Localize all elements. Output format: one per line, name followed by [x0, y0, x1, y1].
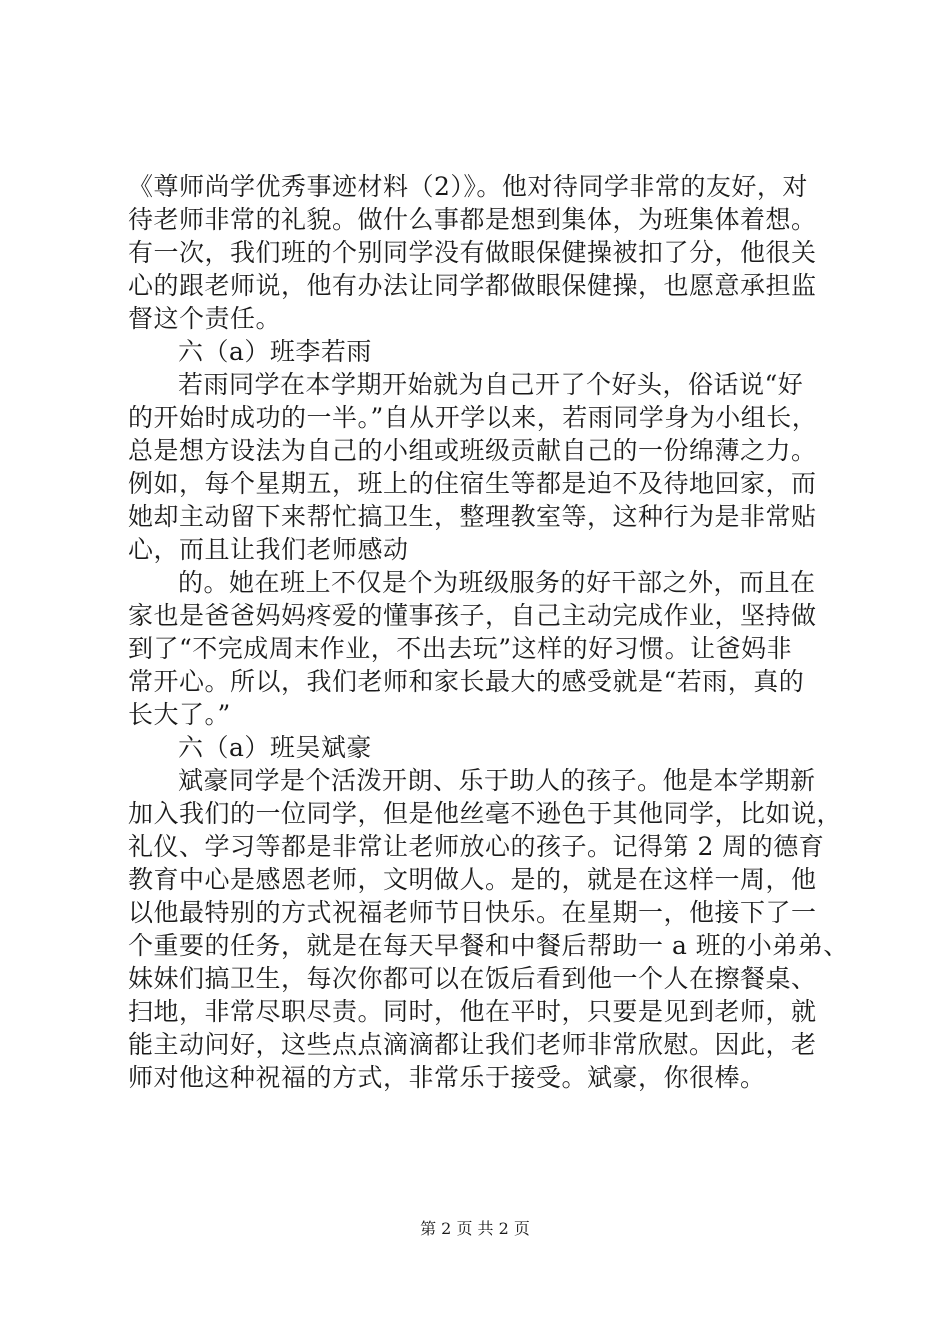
text-line: 的。她在班上不仅是个为班级服务的好干部之外，而且在	[178, 568, 816, 597]
text-line: 妹妹们搞卫生，每次你都可以在饭后看到他一个人在擦餐桌、	[128, 964, 817, 993]
text-line: 家也是爸爸妈妈疼爱的懂事孩子，自己主动完成作业，坚持做	[128, 601, 817, 630]
text-line: 到了“不完成周末作业，不出去玩”这样的好习惯。让爸妈非	[128, 634, 793, 663]
text-line: 师对他这种祝福的方式，非常乐于接受。斌豪，你很棒。	[128, 1063, 766, 1092]
text-line: 斌豪同学是个活泼开朗、乐于助人的孩子。他是本学期新	[178, 766, 816, 795]
text-line: 六（a）班李若雨	[178, 337, 372, 366]
text-line: 督这个责任。	[128, 304, 282, 333]
text-line: 的开始时成功的一半。”自从开学以来，若雨同学身为小组长，	[128, 403, 818, 432]
text-line: 待老师非常的礼貌。做什么事都是想到集体，为班集体着想。	[128, 205, 817, 234]
text-line: 若雨同学在本学期开始就为自己开了个好头，俗话说“好	[178, 370, 804, 399]
text-line: 常开心。所以，我们老师和家长最大的感受就是“若雨，真的	[128, 667, 805, 696]
text-line: 礼仪、学习等都是非常让老师放心的孩子。记得第 2 周的德育	[128, 832, 825, 861]
text-line: 有一次，我们班的个别同学没有做眼保健操被扣了分，他很关	[128, 238, 817, 267]
text-line: 总是想方设法为自己的小组或班级贡献自己的一份绵薄之力。	[128, 436, 817, 465]
page-footer: 第 2 页 共 2 页	[420, 1219, 530, 1238]
text-line: 心，而且让我们老师感动	[128, 535, 409, 564]
text-line: 能主动问好，这些点点滴滴都让我们老师非常欣慰。因此，老	[128, 1030, 817, 1059]
text-line: 加入我们的一位同学，但是他丝毫不逊色于其他同学，比如说，	[128, 799, 843, 828]
text-line: 教育中心是感恩老师，文明做人。是的，就是在这样一周，他	[128, 865, 817, 894]
text-line: 《尊师尚学优秀事迹材料（2）》。他对待同学非常的友好，对	[128, 172, 808, 201]
text-line: 个重要的任务，就是在每天早餐和中餐后帮助一 a 班的小弟弟、	[128, 931, 849, 960]
text-line: 她却主动留下来帮忙搞卫生，整理教室等，这种行为是非常贴	[128, 502, 817, 531]
text-line: 心的跟老师说，他有办法让同学都做眼保健操，也愿意承担监	[128, 271, 817, 300]
document-body	[128, 170, 849, 1094]
text-line: 六（a）班吴斌豪	[178, 733, 372, 762]
text-line: 扫地，非常尽职尽责。同时，他在平时，只要是见到老师，就	[128, 997, 817, 1026]
text-line: 长大了。”	[128, 700, 231, 729]
text-line: 例如，每个星期五，班上的住宿生等都是迫不及待地回家，而	[128, 469, 817, 498]
text-line: 以他最特别的方式祝福老师节日快乐。在星期一，他接下了一	[128, 898, 817, 927]
